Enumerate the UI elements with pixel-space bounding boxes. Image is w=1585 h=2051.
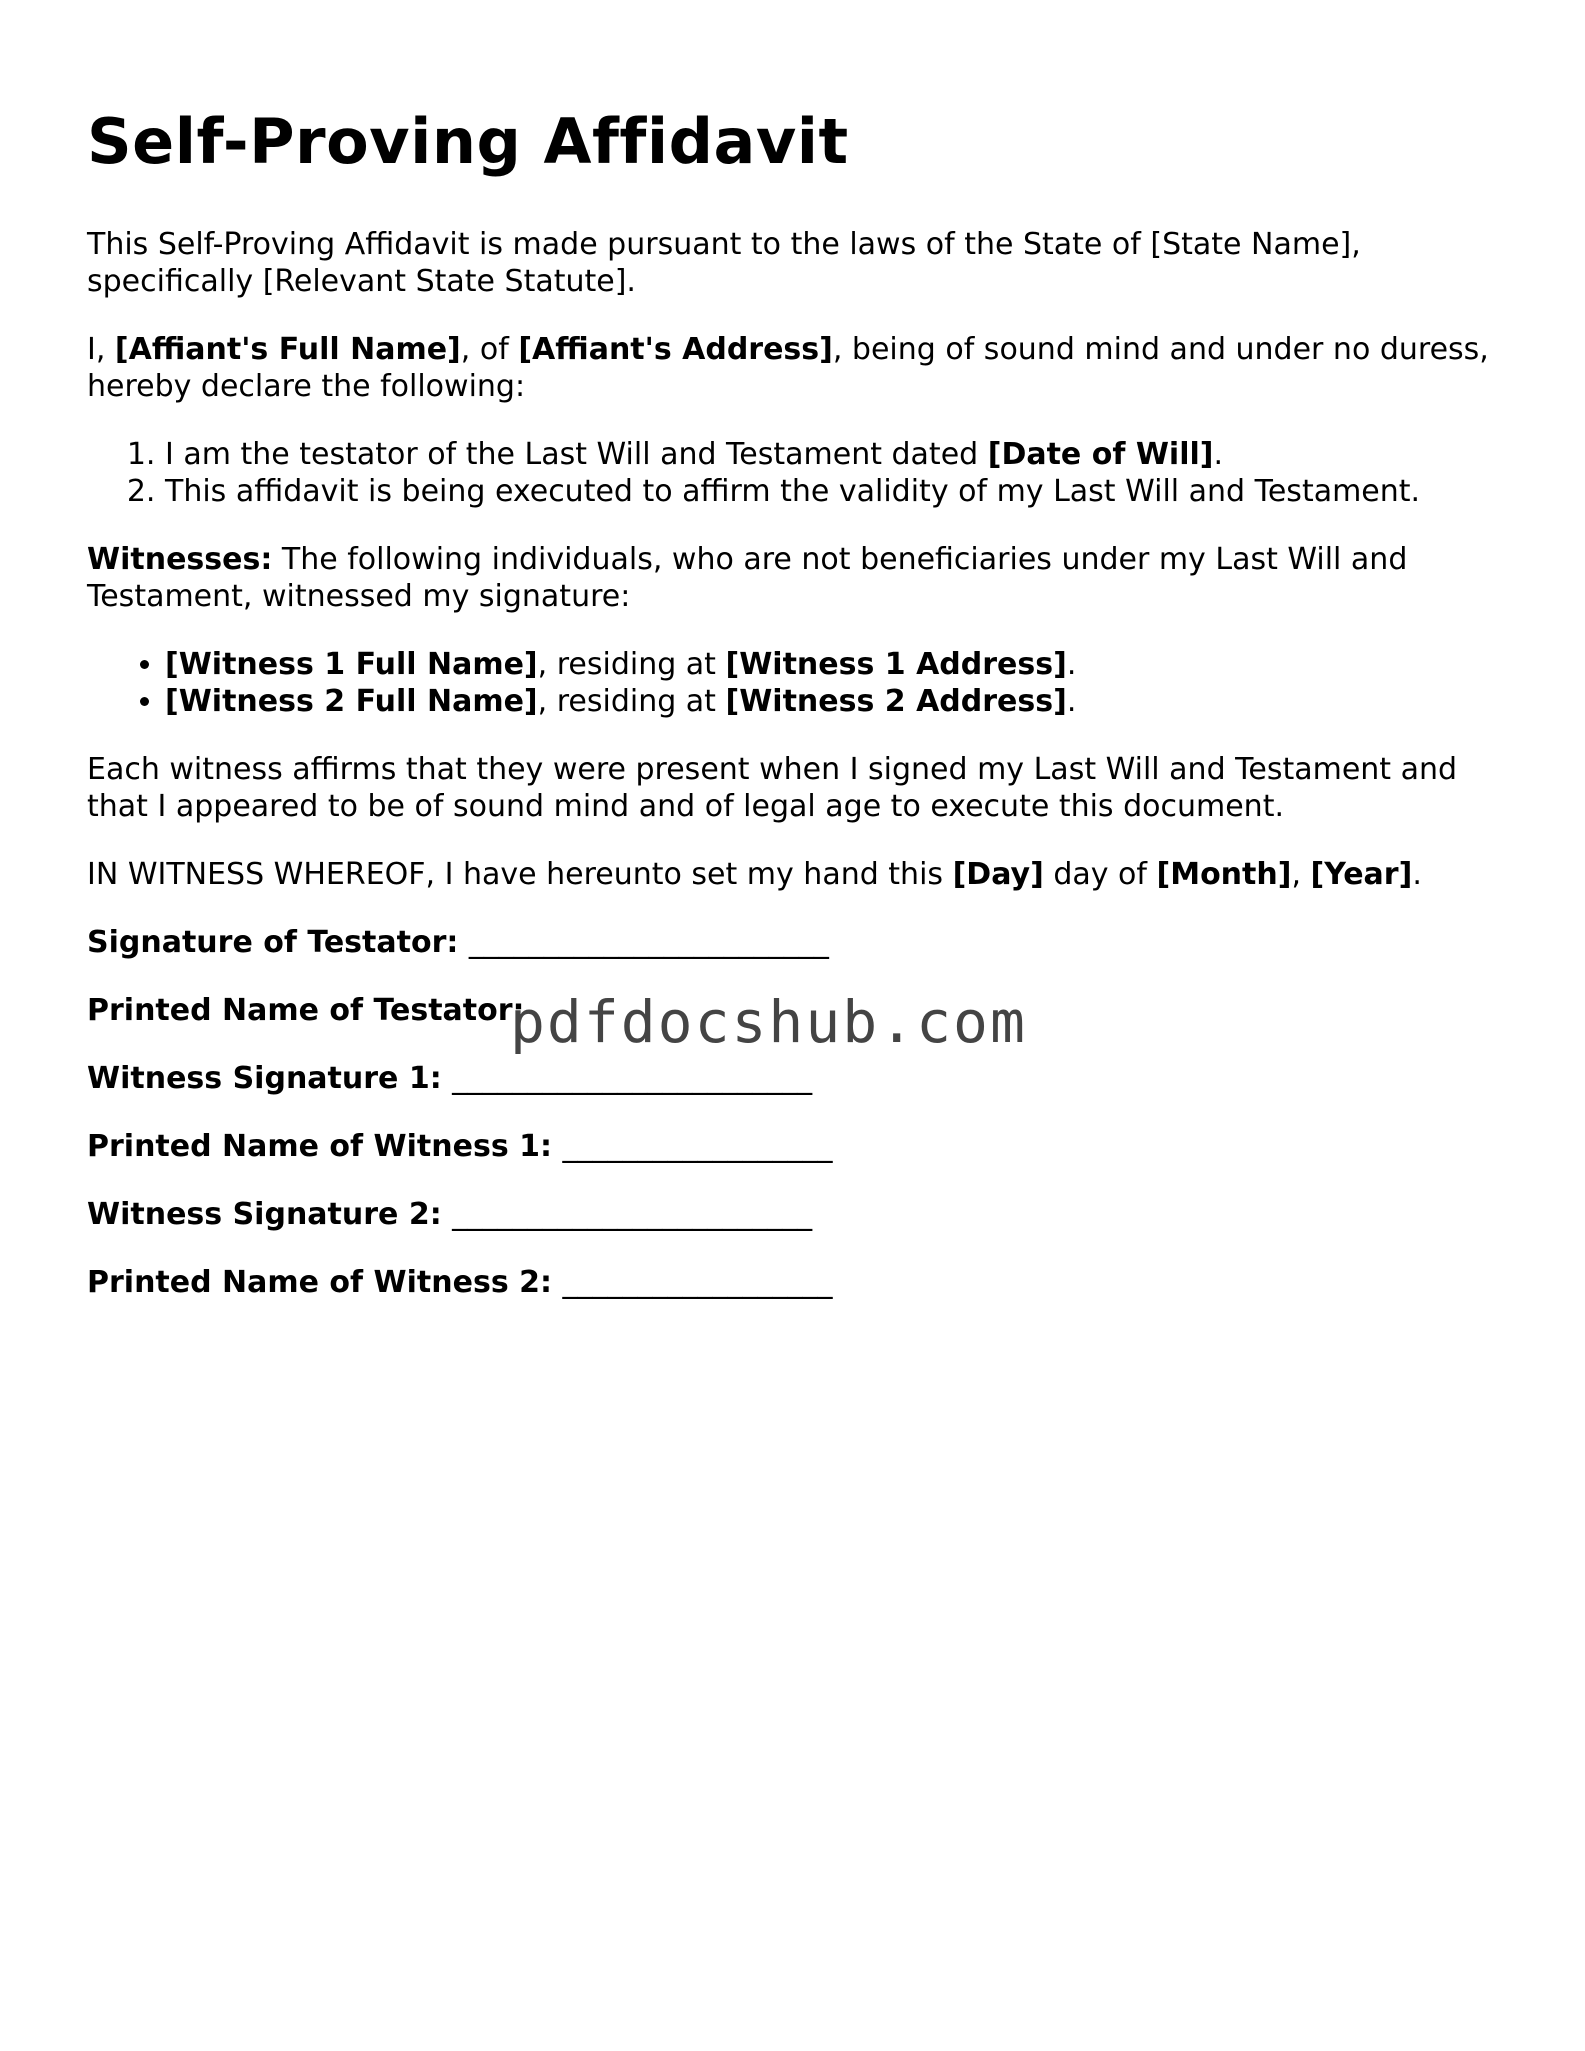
witness-signature-2-line: [87, 1196, 1517, 1233]
declaration-rest: , being of sound mind and under no duress, hereby declare the following:: [87, 332, 1489, 405]
printed-name-testator-label: Printed Name of Testator:: [87, 993, 525, 1029]
witness-signature-1-line: [87, 1060, 1517, 1097]
witness-2-name-placeholder: [Witness 2 Full Name]: [165, 684, 538, 720]
witness-1-name-placeholder: [Witness 1 Full Name]: [165, 647, 538, 683]
printed-name-witness-1-line: [87, 1128, 1517, 1165]
declaration-of: , of: [460, 332, 519, 368]
declaration-paragraph: [87, 331, 1517, 405]
statement-item-1: [165, 436, 1517, 473]
statement-item-2: 2. This affidavit is being executed to affirm the validity of my Last Will and Testament.: [165, 473, 1517, 510]
statement-1-text: I am the testator of the Last Will and Testament dated: [165, 437, 988, 473]
month-placeholder: [Month]: [1156, 857, 1292, 893]
witness-1-mid: , residing at: [537, 647, 726, 683]
witness-2-address-placeholder: [Witness 2 Address]: [725, 684, 1067, 720]
witness-item-1: [165, 646, 1517, 683]
witness-2-mid: , residing at: [537, 684, 726, 720]
declaration-lead: I,: [87, 332, 115, 368]
printed-name-witness-1-label: Printed Name of Witness 1:: [87, 1129, 563, 1165]
witness-item-2: [165, 683, 1517, 720]
witness-signature-2-label: Witness Signature 2:: [87, 1197, 453, 1233]
in-witness-mid: day of: [1043, 857, 1157, 893]
printed-name-witness-2-label: Printed Name of Witness 2:: [87, 1265, 563, 1301]
in-witness-comma: ,: [1291, 857, 1311, 893]
day-placeholder: [Day]: [952, 857, 1044, 893]
affiant-name-placeholder: [Affiant's Full Name]: [114, 332, 461, 368]
witness-signature-1-label: Witness Signature 1:: [87, 1061, 453, 1097]
printed-name-witness-2-blank[interactable]: __________________: [562, 1265, 833, 1301]
in-witness-end: .: [1412, 857, 1422, 893]
affiant-address-placeholder: [Affiant's Address]: [518, 332, 833, 368]
signature-testator-label: Signature of Testator:: [87, 925, 469, 961]
printed-name-witness-2-line: [87, 1264, 1517, 1301]
witness-2-end: .: [1066, 684, 1077, 720]
watermark-text: pdfdocshub.com: [510, 988, 1027, 1056]
affirmation-paragraph: Each witness affirms that they were present when I signed my Last Will and Testament and that I appeared to be of sound mind and of legal age to execute this document.: [87, 752, 1458, 825]
document-title: Self-Proving Affidavit: [87, 105, 849, 178]
in-witness-lead: IN WITNESS WHEREOF, I have hereunto set my hand this: [87, 857, 953, 893]
year-placeholder: [Year]: [1310, 857, 1413, 893]
witnesses-paragraph: [87, 541, 1517, 615]
witness-1-address-placeholder: [Witness 1 Address]: [725, 647, 1067, 683]
witnesses-label: Witnesses:: [87, 542, 273, 578]
witness-1-end: .: [1066, 647, 1077, 683]
witness-signature-2-blank[interactable]: ________________________: [452, 1197, 813, 1233]
printed-name-witness-1-blank[interactable]: __________________: [562, 1129, 833, 1165]
statement-1-end: .: [1213, 437, 1224, 473]
witness-list: [87, 646, 1517, 720]
witness-signature-1-blank[interactable]: ________________________: [452, 1061, 813, 1097]
printed-name-testator-line: [87, 992, 1517, 1029]
witnesses-text: The following individuals, who are not beneficiaries under my Last Will and Testament, witnessed my signature:: [87, 542, 1408, 615]
intro-paragraph: This Self-Proving Affidavit is made pursuant to the laws of the State of [State Name], specifically [Relevant State Statute].: [87, 227, 1361, 300]
date-of-will-placeholder: [Date of Will]: [987, 437, 1214, 473]
statements-list: [87, 436, 1517, 510]
document-page: [87, 105, 1517, 1332]
in-witness-paragraph: [87, 856, 1517, 893]
signature-testator-line: [87, 924, 1517, 961]
signature-testator-blank[interactable]: ________________________: [468, 925, 829, 961]
